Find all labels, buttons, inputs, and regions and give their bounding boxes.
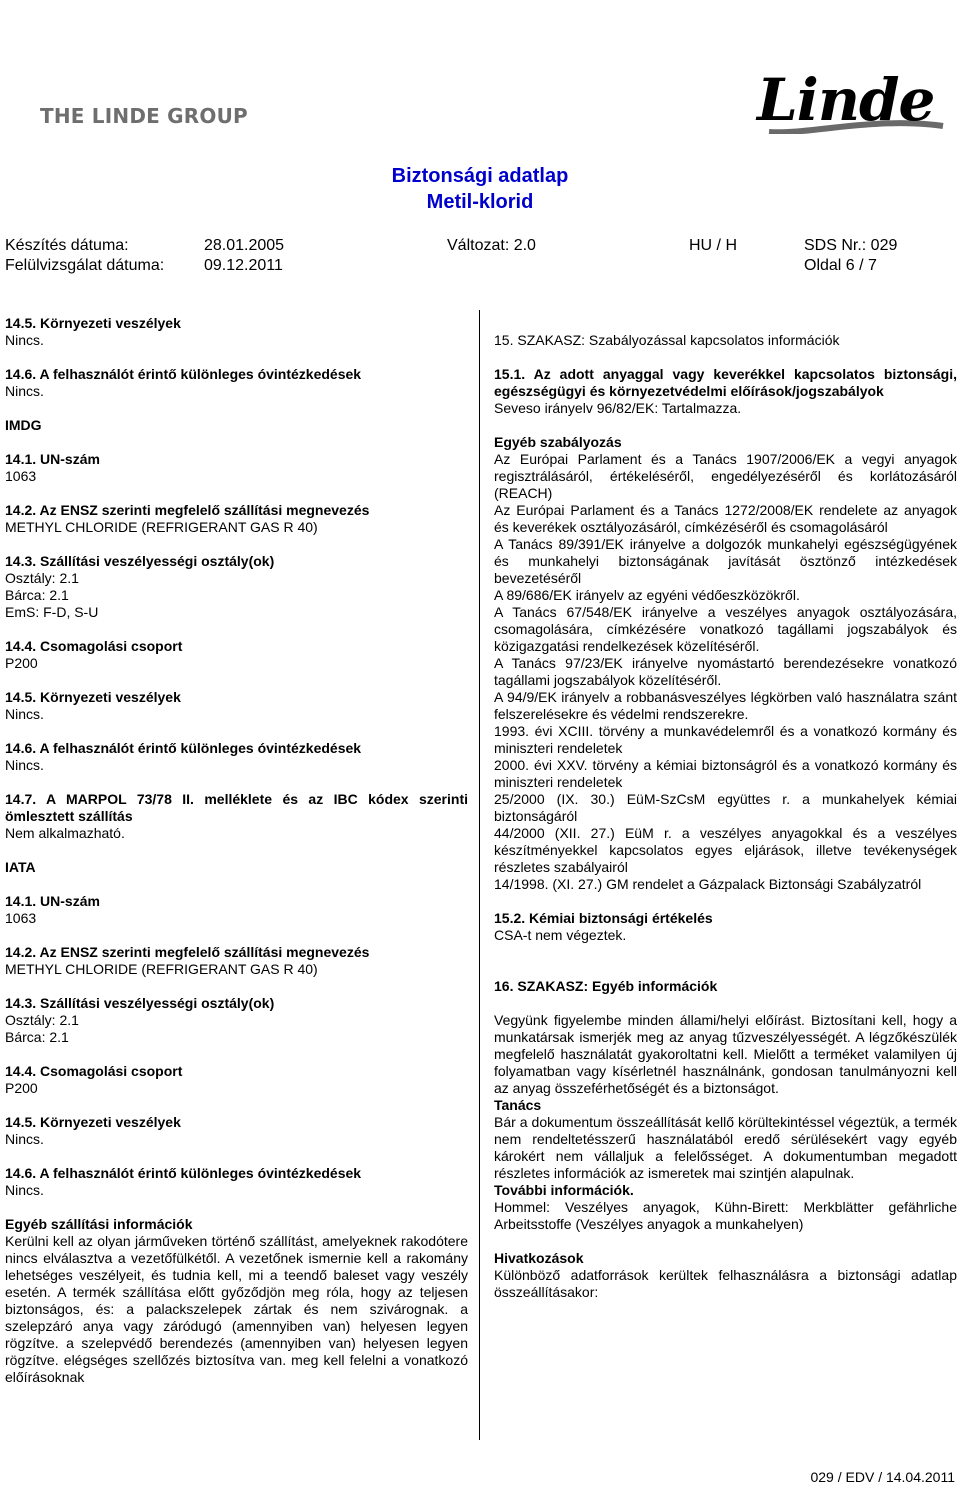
paragraph: Bárca: 2.1 [5, 587, 69, 603]
left-column [5, 315, 468, 1386]
section-heading: 14.7. A MARPOL 73/78 II. melléklete és az IBC kódex szerinti ömlesztett szállítás [5, 791, 468, 824]
paragraph: Nincs. [5, 383, 44, 399]
spacer [5, 434, 468, 451]
section-heading: Egyéb szállítási információk [5, 1216, 193, 1232]
spacer [5, 349, 468, 366]
spacer [5, 723, 468, 740]
paragraph: Kerülni kell az olyan járműveken történő szállítást, amelyeknek rakodótere nincs elválasztva a vezetőfülkétől. A vezetőnek ismernie kell a rakomány lehetséges veszélyeit, és tudnia kell, mi a teendő baleset vagy veszély esetén. A termék szállítása előtt győződjön meg róla, hogy az teljesen biztonságos, és: a palackszelepek zártak és nem szivárognak. a szelepzáró anya vagy záródugó (amennyiben van) helyesen legyen rögzítve. a szelepvédő berendezés (amennyiben van) helyesen legyen rögzítve. elégséges szellőzés biztosítva van. meg kell felelni a vonatkozó előírásoknak [5, 1233, 468, 1385]
paragraph: 15. SZAKASZ: Szabályozással kapcsolatos információk [494, 332, 840, 348]
paragraph: Nincs. [5, 757, 44, 773]
paragraph: Hommel: Veszélyes anyagok, Kühn-Birett: Merkblätter gefährliche Arbeitsstoffe (Veszélyes anyagok a munkahelyen) [494, 1199, 957, 1232]
spacer [5, 927, 468, 944]
title-line-2: Metil-klorid [426, 191, 534, 213]
paragraph: Nem alkalmazható. [5, 825, 125, 841]
right-column [494, 332, 957, 1301]
paragraph: A Tanács 89/391/EK irányelve a dolgozók munkahelyi egészségügyének és munkahelyi biztonságának javítását ösztönző intézkedések bevezetéséről [494, 536, 957, 586]
title-line-1: Biztonsági adatlap [391, 165, 569, 187]
locale: HU / H [689, 237, 737, 254]
spacer [5, 672, 468, 689]
spacer [494, 893, 957, 910]
spacer [5, 842, 468, 859]
section-heading: 15.1. Az adott anyaggal vagy keverékkel kapcsolatos biztonsági, egészségügyi és környezetvédelmi előírások/jogszabályok [494, 366, 957, 399]
section-heading: 14.6. A felhasználót érintő különleges óvintézkedések [5, 366, 362, 382]
created-label: Készítés dátuma: [5, 237, 129, 254]
paragraph: EmS: F-D, S-U [5, 604, 99, 620]
paragraph: METHYL CHLORIDE (REFRIGERANT GAS R 40) [5, 961, 318, 977]
paragraph: A 94/9/EK irányelv a robbanásveszélyes légkörben való használatra szánt felszerelésekre és védelmi rendszerekre. [494, 689, 957, 722]
section-heading: 14.4. Csomagolási csoport [5, 638, 183, 654]
spacer [5, 400, 468, 417]
paragraph: A Tanács 67/548/EK irányelve a veszélyes anyagok osztályozására, csomagolására, címkézésére vonatkozó tagállami jogszabályok és közigazgatási rendelkezések közelítéséről. [494, 604, 957, 654]
paragraph: Nincs. [5, 332, 44, 348]
spacer [5, 978, 468, 995]
paragraph: Bár a dokumentum összeállítását kellő körültekintéssel végeztük, a termék nem rendeltetésszerű használatából eredő sérülésekért vagy egyéb károkért nem vállaljuk a felelősséget. A dokumentumban megadott részletes információk az ismeretek mai szintjén alapulnak. [494, 1114, 957, 1181]
created-value: 28.01.2005 [204, 237, 285, 254]
paragraph: METHYL CHLORIDE (REFRIGERANT GAS R 40) [5, 519, 318, 535]
section-heading: 14.5. Környezeti veszélyek [5, 689, 181, 705]
paragraph: Az Európai Parlament és a Tanács 1907/2006/EK a vegyi anyagok regisztrálásáról, értékeléséről, engedélyezéséről és korlátozásáról (REACH) [494, 451, 957, 501]
section-heading: További információk. [494, 1182, 634, 1198]
paragraph: Nincs. [5, 1182, 44, 1198]
paragraph: Különböző adatforrások kerültek felhasználásra a biztonsági adatlap összeállításakor: [494, 1267, 957, 1300]
section-heading: Hivatkozások [494, 1250, 584, 1266]
section-heading: Tanács [494, 1097, 542, 1113]
paragraph: Nincs. [5, 706, 44, 722]
linde-group-logo: THE LINDE GROUP [40, 104, 248, 128]
paragraph: P200 [5, 1080, 38, 1096]
column-divider [479, 310, 480, 1440]
paragraph: Nincs. [5, 1131, 44, 1147]
section-heading: 14.5. Környezeti veszélyek [5, 1114, 181, 1130]
revised-label: Felülvizsgálat dátuma: [5, 257, 165, 274]
section-heading: IATA [5, 859, 36, 875]
section-heading: 14.6. A felhasználót érintő különleges óvintézkedések [5, 1165, 362, 1181]
spacer [494, 417, 957, 434]
spacer [5, 621, 468, 638]
linde-logo-text: Linde [757, 74, 935, 134]
page-number: Oldal 6 / 7 [804, 257, 877, 274]
paragraph: CSA-t nem végeztek. [494, 927, 627, 943]
spacer [494, 995, 957, 1012]
paragraph: Vegyünk figyelembe minden állami/helyi előírást. Biztosítani kell, hogy a munkatársak ismerjék meg az anyag tűzveszélyességét. A légzőkészülék megfelelő használatát gyakoroltatni kell. Mielőtt a terméket valamilyen új folyamatban vagy kísérletnél használnánk, gondosan tanulmányozni kell az anyag összeférhetőségét és a biztonságot. [494, 1012, 957, 1096]
section-heading: IMDG [5, 417, 42, 433]
paragraph: A 89/686/EK irányelv az egyéni védőeszközökről. [494, 587, 800, 603]
section-heading: 16. SZAKASZ: Egyéb információk [494, 978, 718, 994]
section-heading: 14.5. Környezeti veszélyek [5, 315, 181, 331]
spacer [5, 485, 468, 502]
spacer [494, 349, 957, 366]
spacer [5, 774, 468, 791]
section-heading: 14.4. Csomagolási csoport [5, 1063, 183, 1079]
paragraph: 2000. évi XXV. törvény a kémiai biztonságról és a vonatkozó kormány és miniszteri rendeletek [494, 757, 957, 790]
spacer [5, 876, 468, 893]
version: Változat: 2.0 [447, 237, 536, 254]
paragraph: P200 [5, 655, 38, 671]
spacer [5, 1148, 468, 1165]
spacer [5, 1097, 468, 1114]
spacer [494, 944, 957, 978]
paragraph: 44/2000 (XII. 27.) EüM r. a veszélyes anyagokkal és a veszélyes készítményekkel kapcsolatos egyes eljárások, illetve tevékenységek részletes szabályairól [494, 825, 957, 875]
revised-value: 09.12.2011 [204, 257, 283, 274]
paragraph: 1063 [5, 910, 37, 926]
section-heading: 15.2. Kémiai biztonsági értékelés [494, 910, 713, 926]
paragraph: 25/2000 (IX. 30.) EüM-SzCsM együttes r. a munkahelyek kémiai biztonságáról [494, 791, 957, 824]
spacer [5, 1199, 468, 1216]
linde-logo [755, 74, 945, 139]
linde-logo-icon [755, 74, 945, 134]
section-heading: 14.3. Szállítási veszélyességi osztály(ok) [5, 995, 275, 1011]
section-heading: 14.6. A felhasználót érintő különleges óvintézkedések [5, 740, 362, 756]
section-heading: 14.1. UN-szám [5, 451, 100, 467]
paragraph: 14/1998. (XI. 27.) GM rendelet a Gázpalack Biztonsági Szabályzatról [494, 876, 922, 892]
paragraph: Osztály: 2.1 [5, 1012, 79, 1028]
paragraph: Bárca: 2.1 [5, 1029, 69, 1045]
paragraph: Seveso irányelv 96/82/EK: Tartalmazza. [494, 400, 742, 416]
section-heading: 14.1. UN-szám [5, 893, 100, 909]
spacer [5, 1046, 468, 1063]
section-heading: 14.3. Szállítási veszélyességi osztály(ok) [5, 553, 275, 569]
spacer [494, 1233, 957, 1250]
document-title [0, 163, 960, 215]
paragraph: A Tanács 97/23/EK irányelve nyomástartó berendezésekre vonatkozó tagállami jogszabályok közelítéséről. [494, 655, 957, 688]
spacer [5, 536, 468, 553]
section-heading: 14.2. Az ENSZ szerinti megfelelő szállítási megnevezés [5, 944, 370, 960]
section-heading: 14.2. Az ENSZ szerinti megfelelő szállítási megnevezés [5, 502, 370, 518]
paragraph: Osztály: 2.1 [5, 570, 79, 586]
footer-code: 029 / EDV / 14.04.2011 [810, 1469, 955, 1485]
sds-number: SDS Nr.: 029 [804, 237, 898, 254]
paragraph: Az Európai Parlament és a Tanács 1272/2008/EK rendelete az anyagok és keverékek osztályozásáról, címkézéséről és csomagolásáról [494, 502, 957, 535]
section-heading: Egyéb szabályozás [494, 434, 622, 450]
paragraph: 1993. évi XCIII. törvény a munkavédelemről és a vonatkozó kormány és miniszteri rendeletek [494, 723, 957, 756]
paragraph: 1063 [5, 468, 37, 484]
